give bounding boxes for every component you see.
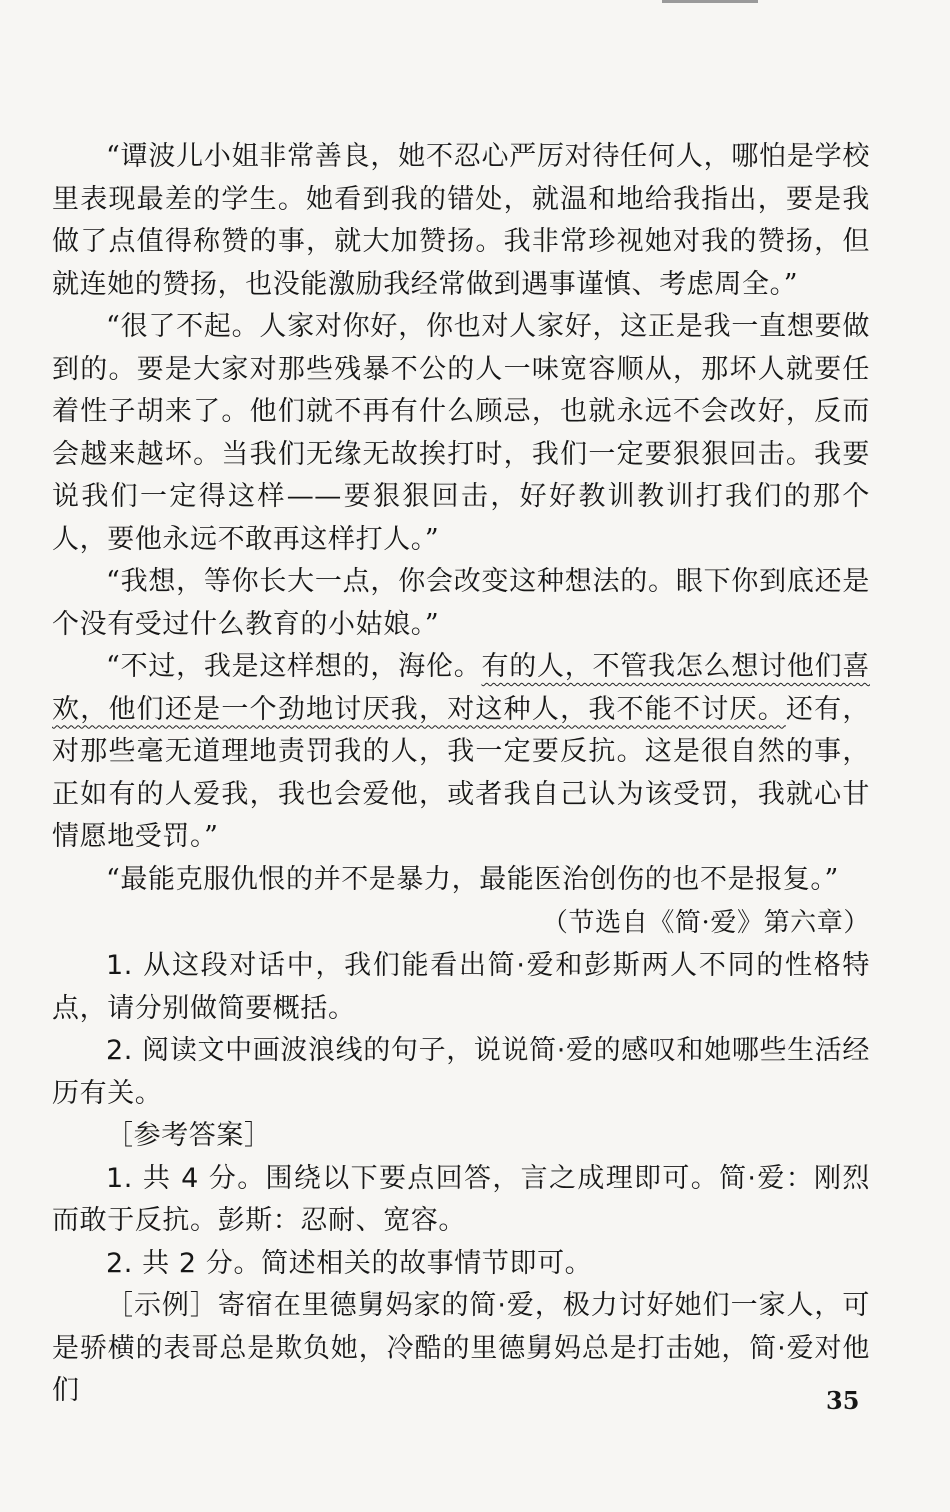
dialogue-paragraph-helen: “我想，等你长大一点，你会改变这种想法的。眼下你到底还是个没有受过什么教育的小姑娘。”	[52, 566, 870, 640]
wavy-underlined-sentence: 有的人，不管我怎么想讨他们喜欢，他们还是一个劲地讨厌我，对这种人，我不能不讨厌。	[52, 651, 870, 725]
page-number: 35	[826, 1386, 860, 1415]
dialogue-paragraph-response: “很了不起。人家对你好，你也对人家好，这正是我一直想要做到的。要是大家对那些残暴不公的人一味宽容顺从，那坏人就要任着性子胡来了。他们就不再有什么顾忌，也就永远不会改好，反而会越来越坏。当我们无缘无故挨打时，我们一定要狠狠回击。我要说我们一定得这样——要狠狠回击，好好教训教训打我们的那个人，要他永远不敢再这样打人。”	[52, 311, 870, 555]
answer-1: 1. 共 4 分。围绕以下要点回答，言之成理即可。简·爱：刚烈而敢于反抗。彭斯：忍耐、宽容。	[52, 1162, 870, 1236]
wavy-paragraph-after: 还有，对那些毫无道理地责罚我的人，我一定要反抗。这是很自然的事，正如有的人爱我，我也会爱他，或者我自己认为该受罚，我就心甘情愿地受罚。”	[52, 693, 870, 852]
source-citation: （节选自《简·爱》第六章）	[541, 908, 870, 938]
answer-2: 2. 共 2 分。简述相关的故事情节即可。	[106, 1247, 593, 1279]
dialogue-paragraph-temple: “谭波儿小姐非常善良，她不忍心严厉对待任何人，哪怕是学校里表现最差的学生。她看到我的错处，就温和地给我指出，要是我做了点值得称赞的事，就大加赞扬。我非常珍视她对我的赞扬，但就连她的赞扬，也没能激励我经常做到遇事谨慎、考虑周全。”	[52, 141, 870, 300]
top-edge-rule	[662, 0, 758, 3]
book-page-content	[52, 136, 870, 1413]
question-1: 1. 从这段对话中，我们能看出简·爱和彭斯两人不同的性格特点，请分别做简要概括。	[52, 950, 870, 1024]
wavy-paragraph-before: “不过，我是这样想的，海伦。	[106, 651, 482, 682]
dialogue-paragraph-wavy	[52, 646, 870, 859]
closing-quote-paragraph: “最能克服仇恨的并不是暴力，最能医治创伤的也不是报复。”	[106, 863, 839, 895]
question-2: 2. 阅读文中画波浪线的句子，说说简·爱的感叹和她哪些生活经历有关。	[52, 1035, 870, 1109]
answer-example: ［示例］寄宿在里德舅妈家的简·爱，极力讨好她们一家人，可是骄横的表哥总是欺负她，冷酷的里德舅妈总是打击她，简·爱对他们	[52, 1290, 870, 1406]
reference-answer-heading: ［参考答案］	[106, 1120, 272, 1151]
